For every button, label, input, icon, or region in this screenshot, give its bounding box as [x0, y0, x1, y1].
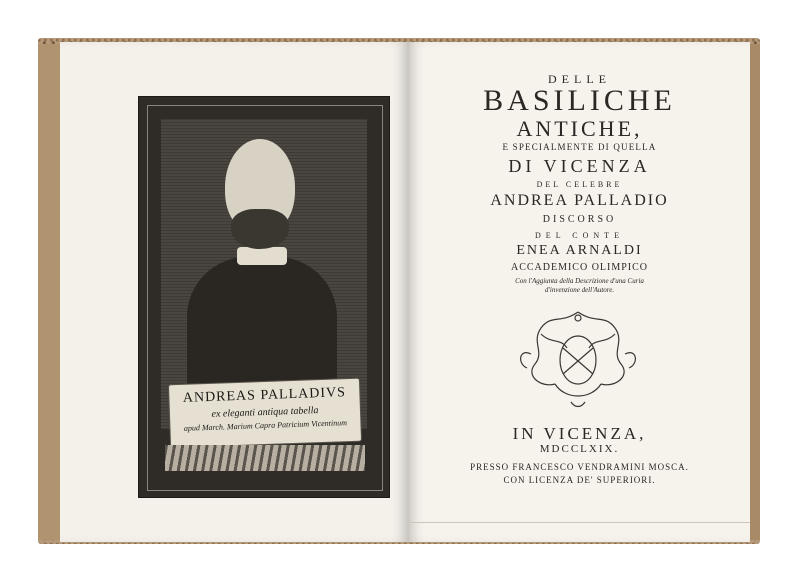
portrait-collar	[237, 247, 287, 265]
title-line-del-celebre: DEL CELEBRE	[536, 180, 623, 189]
open-book	[38, 38, 760, 546]
scroll-name: ANDREAS PALLADIVS	[182, 385, 347, 406]
title-line-aggiunta: Con l'Aggiunta della Descrizione d'una Curia	[515, 277, 644, 285]
imprint-printer: PRESSO FRANCESCO VENDRAMINI MOSCA.	[470, 462, 689, 472]
title-line-invenzione: d'invenzione dell'Autore.	[544, 286, 615, 294]
title-line-discorso: DISCORSO	[542, 214, 617, 225]
title-line-delle: DELLE	[548, 72, 611, 86]
portrait-beard	[231, 209, 289, 249]
title-line-specialmente: E SPECIALMENTE DI QUELLA	[502, 142, 657, 152]
title-page	[409, 42, 750, 542]
title-line-vicenza: DI VICENZA	[508, 156, 651, 176]
scroll-line-2: ex eleganti antiqua tabella	[211, 405, 319, 420]
imprint-city: IN VICENZA,	[512, 424, 647, 443]
title-line-antiche: ANTICHE,	[516, 116, 643, 141]
scroll-line-3: apud March. Marium Capra Patricium Vicentinum	[183, 418, 348, 433]
inscription-scroll	[168, 378, 362, 449]
cover-edge-left	[38, 44, 60, 540]
title-line-enea-arnaldi: ENEA ARNALDI	[516, 243, 643, 258]
title-line-andrea-palladio: ANDREA PALLADIO	[490, 192, 669, 209]
imprint-year: MDCCLXIX.	[539, 443, 620, 455]
title-line-accademico: ACCADEMICO OLIMPICO	[510, 262, 649, 273]
architect-tools	[165, 445, 365, 471]
ornamental-vignette	[511, 304, 645, 414]
cover-edge-right	[750, 44, 760, 540]
title-line-del-conte: DEL CONTE	[535, 231, 624, 240]
imprint-licence: CON LICENZA DE' SUPERIORI.	[503, 475, 656, 485]
frontispiece-engraving	[138, 96, 390, 498]
title-line-basiliche: BASILICHE	[483, 84, 676, 117]
